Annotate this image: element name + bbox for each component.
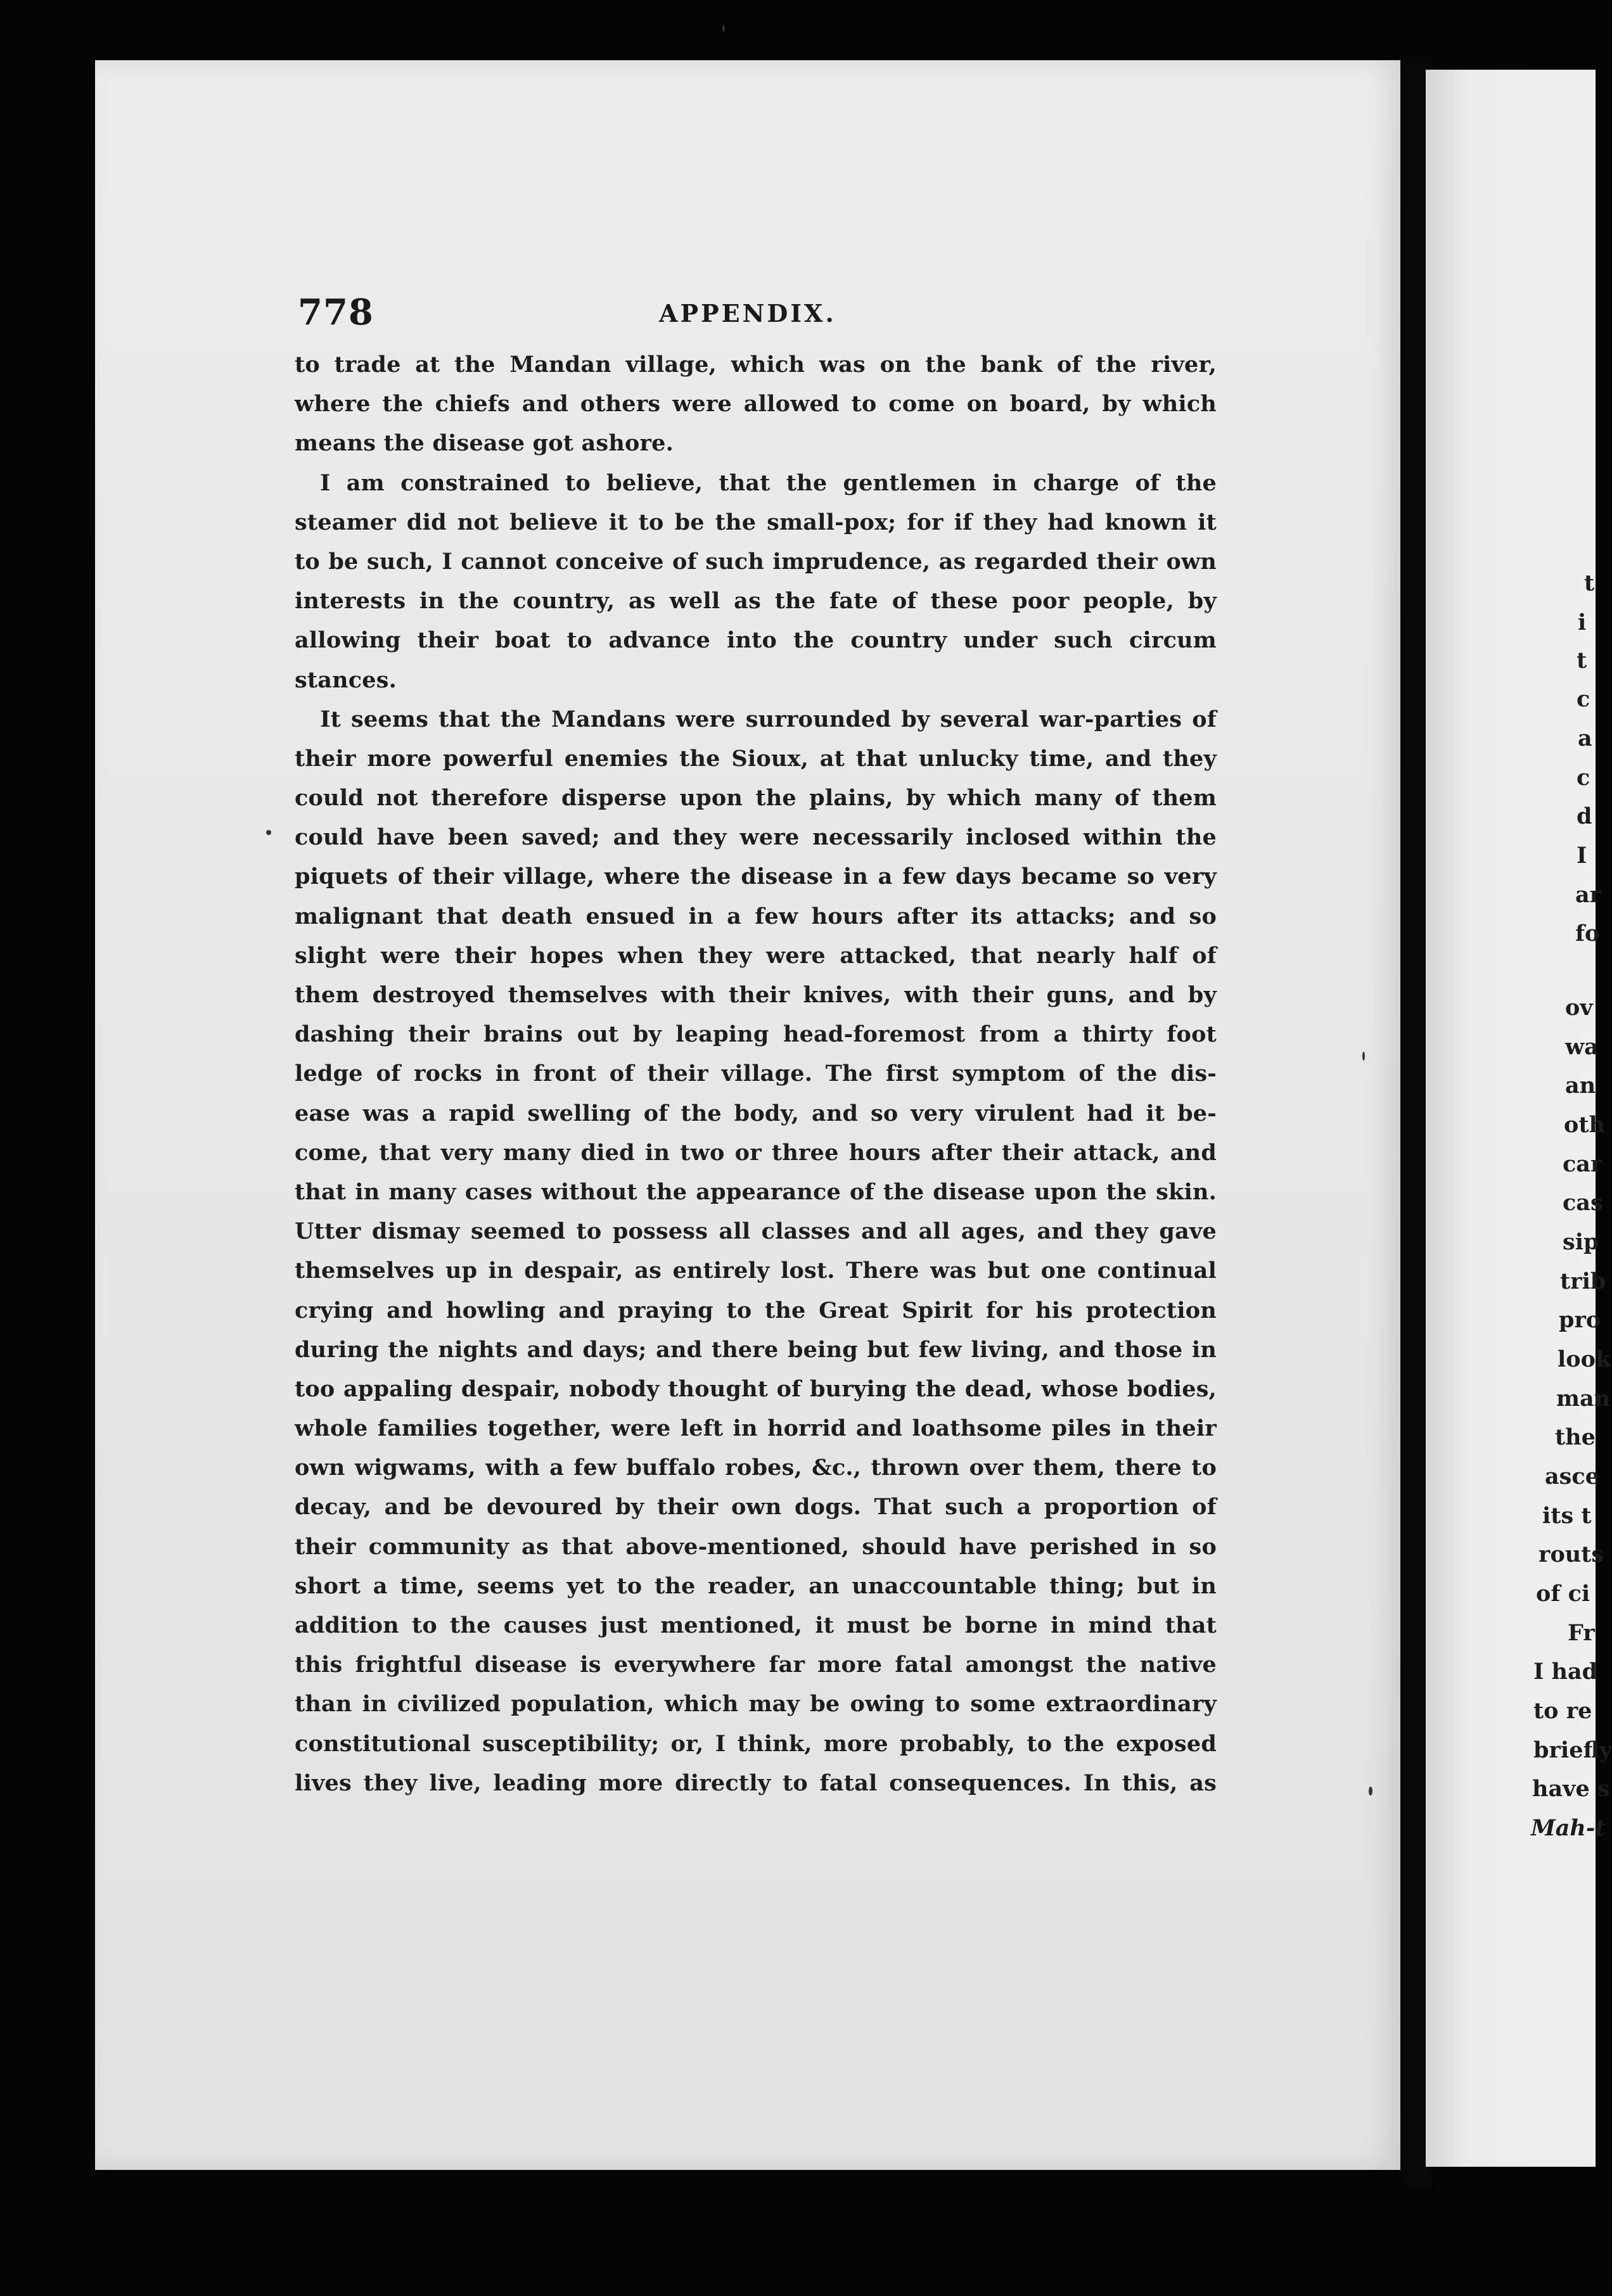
text-line: that in many cases without the appearance of the disease upon the skin. — [295, 1178, 1217, 1205]
facing-page-fragment: man — [1556, 1386, 1611, 1412]
text-line: Utter dismay seemed to possess all classes and all ages, and they gave — [295, 1218, 1217, 1245]
ink-speck — [1362, 1052, 1365, 1061]
facing-page-fragment: Mah-t — [1531, 1815, 1606, 1841]
facing-page-fragment: a — [1578, 725, 1592, 751]
facing-page-fragment: I had — [1533, 1659, 1598, 1685]
text-line: their community as that above-mentioned, should have perished in so — [295, 1533, 1217, 1560]
ink-speck — [266, 830, 271, 835]
facing-page-fragment: d — [1577, 803, 1592, 829]
text-line: constitutional susceptibility; or, I think, more probably, to the exposed — [295, 1730, 1217, 1757]
facing-page-fragment: c — [1577, 765, 1590, 791]
text-line: short a time, seems yet to the reader, an unaccountable thing; but in — [295, 1572, 1217, 1599]
text-line: could have been saved; and they were necessarily inclosed within the — [295, 824, 1217, 851]
facing-page-fragment: wa — [1565, 1034, 1599, 1060]
ink-speck — [1369, 1787, 1372, 1795]
text-line: decay, and be devoured by their own dogs. That such a proportion of — [295, 1494, 1217, 1521]
text-line: could not therefore disperse upon the plains, by which many of them — [295, 785, 1217, 812]
facing-page-fragment: routs — [1538, 1541, 1604, 1567]
text-line: ease was a rapid swelling of the body, and so very virulent had it be- — [295, 1100, 1217, 1126]
facing-page-fragment: t — [1584, 570, 1595, 596]
facing-page-fragment: to re — [1533, 1698, 1592, 1724]
facing-page-fragment: oth — [1564, 1112, 1605, 1138]
facing-page-fragment: briefly — [1533, 1737, 1612, 1763]
text-line: crying and howling and praying to the Great Spirit for his protection — [295, 1297, 1217, 1323]
running-title: APPENDIX. — [659, 299, 836, 328]
text-line: them destroyed themselves with their knives, with their guns, and by — [295, 982, 1217, 1008]
text-line: interests in the country, as well as the fate of these poor people, by — [295, 588, 1217, 615]
body-text — [295, 345, 1217, 1803]
facing-page-fragment: look — [1558, 1346, 1611, 1372]
facing-page-fragment: ov — [1565, 995, 1593, 1021]
text-line: than in civilized population, which may be owing to some extraordinary — [295, 1691, 1217, 1718]
facing-page-fragment: c — [1577, 686, 1590, 712]
text-line: piquets of their village, where the disease in a few days became so very — [295, 864, 1217, 890]
facing-page-fragment: fo — [1575, 921, 1600, 947]
text-line: own wigwams, with a few buffalo robes, &c., thrown over them, there to — [295, 1455, 1217, 1481]
facing-page-fragment: asce — [1545, 1464, 1599, 1489]
facing-page-fragment: cas — [1563, 1190, 1603, 1216]
text-line: their more powerful enemies the Sioux, at that unlucky time, and they — [295, 745, 1217, 772]
text-line: come, that very many died in two or three hours after their attack, and — [295, 1139, 1217, 1166]
text-line: It seems that the Mandans were surrounded by several war-parties of — [320, 706, 1217, 732]
text-line: whole families together, were left in horrid and loathsome piles in their — [295, 1415, 1217, 1442]
facing-page-fragment: an — [1565, 1073, 1596, 1099]
page-number: 778 — [298, 291, 374, 333]
facing-page-fragment: t — [1577, 647, 1587, 673]
facing-page-fragment: of ci — [1536, 1581, 1590, 1607]
ink-speck — [722, 25, 725, 32]
text-line: dashing their brains out by leaping head-foremost from a thirty foot — [295, 1021, 1217, 1048]
text-line: during the nights and days; and there being but few living, and those in — [295, 1336, 1217, 1363]
facing-page-text-fragments — [1476, 0, 1612, 2296]
facing-page-fragment: its t — [1542, 1503, 1592, 1529]
text-line: themselves up in despair, as entirely lost. There was but one continual — [295, 1258, 1217, 1284]
text-line: ledge of rocks in front of their village. The first symptom of the dis- — [295, 1061, 1217, 1087]
text-line: lives they live, leading more directly to fatal consequences. In this, as — [295, 1770, 1217, 1796]
text-line: means the disease got ashore. — [295, 430, 674, 457]
facing-page-fragment: Fr — [1568, 1620, 1595, 1646]
facing-page-fragment: the — [1555, 1424, 1596, 1450]
text-line: too appaling despair, nobody thought of burying the dead, whose bodies, — [295, 1375, 1217, 1402]
text-line: slight were their hopes when they were attacked, that nearly half of — [295, 942, 1217, 969]
text-line: I am constrained to believe, that the gentlemen in charge of the — [320, 469, 1217, 496]
facing-page-fragment: car — [1563, 1151, 1602, 1177]
text-line: where the chiefs and others were allowed to come on board, by which — [295, 391, 1217, 418]
text-line: stances. — [295, 666, 397, 693]
facing-page-fragment: trib — [1560, 1268, 1606, 1294]
running-head — [298, 291, 1217, 342]
facing-page-fragment: sip — [1563, 1229, 1599, 1255]
text-line: this frightful disease is everywhere far more fatal amongst the native — [295, 1652, 1217, 1678]
facing-page-fragment: have s — [1532, 1776, 1610, 1802]
text-line: addition to the causes just mentioned, it must be borne in mind that — [295, 1612, 1217, 1638]
facing-page-fragment: pro — [1559, 1307, 1601, 1333]
facing-page-fragment: I — [1577, 843, 1587, 869]
text-line: malignant that death ensued in a few hours after its attacks; and so — [295, 903, 1217, 929]
text-line: steamer did not believe it to be the small-pox; for if they had known it — [295, 509, 1217, 535]
text-line: allowing their boat to advance into the country under such circum — [295, 627, 1217, 654]
facing-page-fragment: ar — [1575, 882, 1602, 908]
text-line: to trade at the Mandan village, which was on the bank of the river, — [295, 352, 1217, 378]
text-line: to be such, I cannot conceive of such imprudence, as regarded their own — [295, 548, 1217, 575]
facing-page-fragment: i — [1578, 609, 1587, 635]
